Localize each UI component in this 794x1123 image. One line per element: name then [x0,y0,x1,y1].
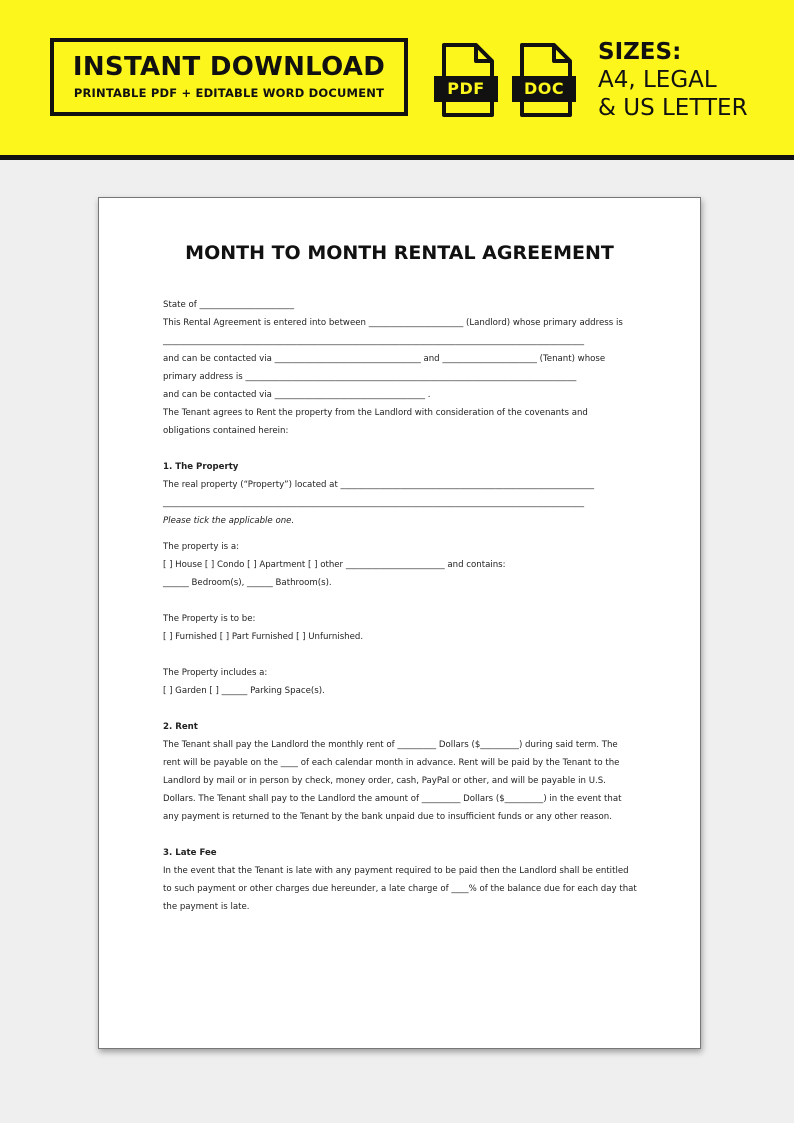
intro-line-6: The Tenant agrees to Rent the property from the Landlord with consideration of the covenants and [163,408,588,418]
property-line-1: The real property (“Property”) located at ___________________________________________________________ [163,480,595,490]
sizes-heading: SIZES: [598,39,682,65]
rent-line-5: any payment is returned to the Tenant by the bank unpaid due to insufficient funds or any other reason. [163,812,612,822]
late-fee-line-1: In the event that the Tenant is late with any payment required to be paid then the Landlord shall be entitled [163,866,629,876]
late-fee-line-2: to such payment or other charges due hereunder, a late charge of ____% of the balance due for each day that [163,884,637,894]
rent-line-4: Dollars. The Tenant shall pay to the Landlord the amount of _________ Dollars ($_________) in the event that [163,794,622,804]
property-heading: 1. The Property [163,462,239,472]
property-type-options: [ ] House [ ] Condo [ ] Apartment [ ] other _______________________ and contains: [163,560,506,570]
pdf-badge-label: PDF [434,76,498,102]
property-line-2: __________________________________________________________________________________________________ [163,498,585,508]
rent-line-3: Landlord by mail or in person by check, money order, cash, PayPal or other, and will be payable in U.S. [163,776,606,786]
property-type-label: The property is a: [163,542,239,552]
includes-label: The Property includes a: [163,668,268,678]
rent-heading: 2. Rent [163,722,198,732]
document-body [163,296,641,916]
document-page [98,197,701,1049]
rent-line-2: rent will be payable on the ____ of each calendar month in advance. Rent will be paid by the Tenant to the [163,758,620,768]
sizes-line-2: & US LETTER [598,95,748,121]
intro-line-5: and can be contacted via ___________________________________ . [163,390,431,400]
intro-line-7: obligations contained herein: [163,426,289,436]
intro-line-1: This Rental Agreement is entered into between ______________________ (Landlord) whose primary address is [163,318,623,328]
sizes-line-1: A4, LEGAL [598,67,717,93]
sizes-info [598,38,788,122]
instant-download-subtitle: PRINTABLE PDF + EDITABLE WORD DOCUMENT [73,86,385,100]
instant-download-title: INSTANT DOWNLOAD [72,52,386,82]
intro-line-3: and can be contacted via __________________________________ and ______________________ (Tenant) whose [163,354,606,364]
late-fee-heading: 3. Late Fee [163,848,217,858]
instant-download-box [50,38,408,116]
intro-line-4: primary address is _____________________________________________________________________________ [163,372,577,382]
doc-badge-label: DOC [512,76,576,102]
late-fee-line-3: the payment is late. [163,902,250,912]
property-rooms: ______ Bedroom(s), ______ Bathroom(s). [163,578,332,588]
doc-file-icon [512,42,576,118]
tick-note: Please tick the applicable one. [163,516,295,526]
furnish-options: [ ] Furnished [ ] Part Furnished [ ] Unfurnished. [163,632,364,642]
furnish-label: The Property is to be: [163,614,256,624]
document-title: MONTH TO MONTH RENTAL AGREEMENT [185,242,614,264]
rent-line-1: The Tenant shall pay the Landlord the monthly rent of _________ Dollars ($_________) during said term. The [163,740,618,750]
promo-banner [0,0,794,160]
intro-line-2: __________________________________________________________________________________________________ [163,336,585,346]
includes-options: [ ] Garden [ ] ______ Parking Space(s). [163,686,325,696]
state-line: State of ______________________ [163,300,295,310]
pdf-file-icon [434,42,498,118]
